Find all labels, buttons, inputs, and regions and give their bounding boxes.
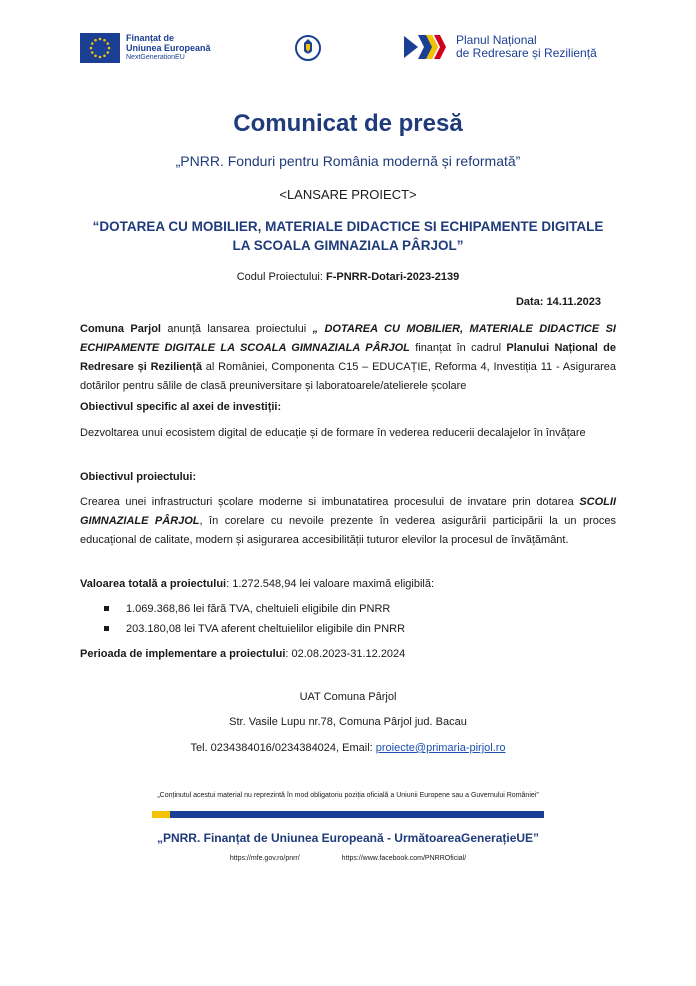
- value-breakdown-list: [80, 599, 616, 639]
- period-text: : 02.08.2023-31.12.2024: [285, 648, 406, 660]
- contact-uat: UAT Comuna Pârjol: [299, 691, 397, 703]
- intro-pnrr: Planului Național de Redresare și Reziliență: [80, 342, 616, 373]
- intro-text-1: anunță lansarea proiectului: [160, 323, 313, 335]
- contact-address: Str. Vasile Lupu nr.78, Comuna Pârjol jud. Bacau: [229, 716, 467, 728]
- project-title-line2: LA SCOALA GIMNAZIALA PÂRJOL”: [232, 238, 464, 253]
- objective-text-1: Crearea unei infrastructuri școlare moderne si imbunatatirea procesului de invatare prin dotarea: [80, 496, 580, 508]
- total-value: [80, 575, 616, 594]
- pnrr-flag-icon: [404, 32, 452, 62]
- page-title: Comunicat de presă: [233, 110, 463, 137]
- footer-color-bar: [152, 811, 544, 818]
- eu-logo: [80, 33, 211, 63]
- intro-commune: Comuna Parjol: [80, 323, 161, 335]
- eu-text-line2: Uniunea Europeană: [126, 43, 211, 53]
- list-item: 203.180,08 lei TVA aferent cheltuielilor eligibile din PNRR: [104, 619, 616, 639]
- total-value-label: Valoarea totală a proiectului: [80, 578, 227, 590]
- implementation-period: [80, 645, 616, 664]
- intro-paragraph: [80, 320, 616, 396]
- mfe-link[interactable]: https://mfe.gov.ro/pnrr/: [229, 855, 300, 862]
- eu-text-line3: NextGenerationEU: [126, 54, 185, 61]
- total-value-text: : 1.272.548,94 lei valoare maximă eligibilă:: [226, 578, 435, 590]
- project-title: [0, 217, 696, 255]
- project-objective-heading: Obiectivul proiectului:: [80, 471, 197, 483]
- romanian-government-crest-icon: [295, 34, 321, 62]
- disclaimer: „Conținutul acestui material nu reprezintă în mod obligatoriu poziția oficială a Uniunii Europene sau a Guvernului României”: [157, 792, 539, 799]
- specific-objective-heading: Obiectivul specific al axei de investiții:: [80, 401, 282, 413]
- contact-phone-email: [0, 742, 696, 754]
- eu-text-line1: Finanțat de: [126, 33, 175, 43]
- intro-text-3: al României, Componenta C15 – EDUCAȚIE, Reforma 4, Investiția 11 - Asigurarea dotărilor pentru sălile de clasă preuniversitare și laboratoarele/atelierele școlare: [80, 361, 616, 392]
- slogan: „PNRR. Fonduri pentru România modernă și reformată”: [175, 153, 521, 169]
- intro-text-2: finanțat în cadrul: [409, 342, 507, 354]
- date-label: Data:: [515, 296, 544, 308]
- footer-links: [0, 855, 696, 862]
- intro-project-name: „ DOTAREA CU MOBILIER, MATERIALE DIDACTICE SI ECHIPAMENTE DIGITALE LA SCOALA GIMNAZIALA PÂRJOL: [80, 323, 616, 354]
- facebook-link[interactable]: https://www.facebook.com/PNRROficial/: [341, 855, 467, 862]
- eu-flag-icon: [80, 33, 120, 63]
- email-link[interactable]: proiecte@primaria-pirjol.ro: [375, 742, 506, 754]
- header-logos: [0, 30, 696, 70]
- pnrr-logo: [404, 32, 597, 62]
- project-code-value: F-PNRR-Dotari-2023-2139: [326, 271, 460, 283]
- footer-slogan: „PNRR. Finanțat de Uniunea Europeană - UrmătoareaGenerațieUE”: [156, 831, 540, 845]
- specific-objective-text: Dezvoltarea unui ecosistem digital de educație și de formare în vederea reducerii decalajelor în învățare: [80, 427, 586, 439]
- project-code: [0, 271, 696, 283]
- project-code-label: Codul Proiectului:: [236, 271, 323, 283]
- date-value: 14.11.2023: [546, 296, 601, 308]
- objective-school: SCOLII GIMNAZIALE PÂRJOL: [80, 496, 616, 527]
- period-label: Perioada de implementare a proiectului: [80, 648, 286, 660]
- launch-label: <LANSARE PROIECT>: [279, 187, 417, 202]
- list-item: 1.069.368,86 lei fără TVA, cheltuieli eligibile din PNRR: [104, 599, 616, 619]
- pnrr-text-line2: de Redresare și Reziliență: [456, 46, 597, 60]
- pnrr-text-line1: Planul Național: [456, 33, 537, 47]
- project-objective-text: [80, 493, 616, 550]
- contact-phone: Tel. 0234384016/0234384024, Email:: [190, 742, 376, 754]
- objective-text-2: , în corelare cu nevoile prezente în vederea asigurării participării la un proces educațional de calitate, modern și asigurarea accesibilității tuturor elevilor la procesul de învățământ.: [80, 515, 616, 546]
- project-title-line1: “DOTAREA CU MOBILIER, MATERIALE DIDACTICE SI ECHIPAMENTE DIGITALE: [92, 219, 604, 234]
- date: [516, 296, 601, 308]
